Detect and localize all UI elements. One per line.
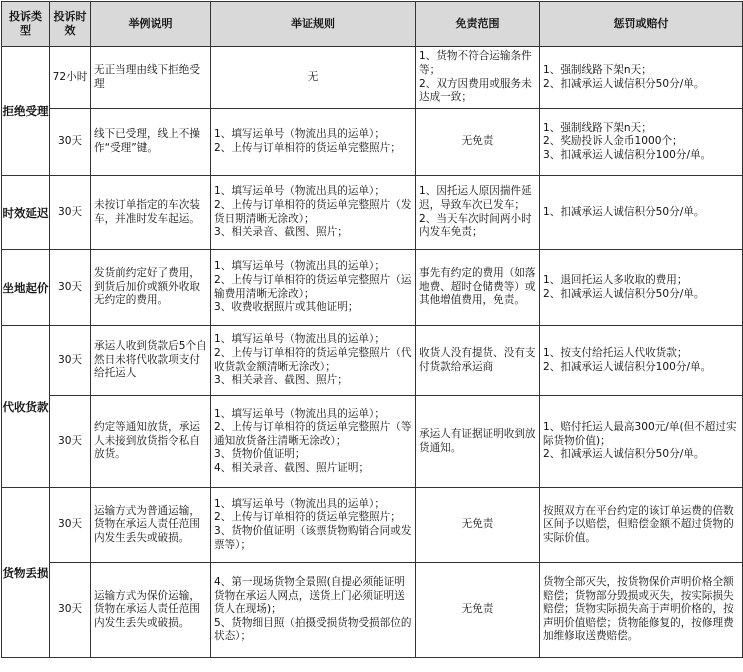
penalty-line: 按照双方在平台约定的该订单运费的倍数区间予以赔偿，但赔偿金额不超过货物的实际价值。 [543,504,734,544]
penalty-cell [540,396,743,488]
time-cell: 30天 [50,176,91,250]
evidence-line: 4、相关录音、截图、照片证明； [214,461,370,474]
complaint-rules-table [1,1,743,658]
penalty-line: 1、退回托运人多收取的费用； [543,273,688,286]
evidence-cell [211,488,416,563]
type-refuse: 拒绝受理 [2,47,50,176]
example-cell: 承运人收到货款后5个自然日未将代收款项支付给托运人 [91,326,211,396]
evidence-line: 3、相关录音、截图、照片； [214,374,348,387]
table-row [2,326,743,396]
evidence-cell [211,250,416,326]
evidence-line: 2、上传与订单相符的货运单完整照片（等通知放货备注清晰无涂改）； [214,421,412,447]
penalty-line: 1、强制线路下架n天； [543,121,652,134]
penalty-line: 1、强制线路下架n天； [543,63,652,76]
table-row [2,488,743,563]
evidence-line: 1、填写运单号（物流出具的运单）； [214,185,385,198]
evidence-cell [211,47,416,109]
evidence-line: 3、相关录音、截图、照片； [214,226,348,239]
exemption-line: 承运人有证据证明收到放货通知。 [419,427,536,454]
exemption-cell [416,109,540,176]
time-cell: 72小时 [50,47,91,109]
penalty-cell [540,109,743,176]
evidence-line: 4、第一现场货物全景照(自提必须能证明货物在承运人网点，送货上门必须证明送货人在现场)； [214,576,405,616]
type-price: 坐地起价 [2,250,50,326]
time-cell: 30天 [50,563,91,658]
time-cell: 30天 [50,488,91,563]
evidence-line: 1、填写运单号（物流出具的运单）； [214,260,385,273]
evidence-line: 无 [307,70,319,83]
header-row [2,2,743,47]
evidence-line: 3、收费收据照片或其他证明； [214,301,359,314]
penalty-line: 货物全部灭失，按货物保价声明价格全额赔偿；货物部分毁损或灭失，按实际损失赔偿；货物实际损失高于声明价格的，按声明价值赔偿；货物能修复的，按修理费加维修取送费赔偿。 [543,576,734,643]
table-row [2,396,743,488]
exemption-line: 收货人没有提货、没有支付货款给承运商 [419,346,536,373]
penalty-line: 2、扣减承运人诚信积分100分/单。 [543,360,712,373]
penalty-cell [540,563,743,658]
penalty-line: 2、扣减承运人诚信积分50分/单。 [543,448,705,461]
header-type: 投诉类型 [2,2,50,47]
exemption-line: 无免责 [461,135,494,148]
evidence-line: 3、货物价值证明； [214,448,306,461]
evidence-line: 2、上传与订单相符的货运单完整照片； [214,142,401,154]
time-cell: 30天 [50,396,91,488]
example-cell: 未按订单指定的车次装车，并准时发车起运。 [91,176,211,250]
penalty-line: 2、扣减承运人诚信积分50分/单。 [543,77,705,90]
evidence-cell [211,176,416,250]
exemption-line: 事先有约定的费用（如落地费、超时仓储费等）或其他增值费用，免责。 [419,267,536,307]
exemption-cell [416,488,540,563]
evidence-line: 3、货物价值证明（该票货物购销合同或发票等）； [214,525,412,551]
header-time: 投诉时效 [50,2,91,47]
penalty-line: 2、扣减承运人诚信积分50分/单。 [543,287,705,300]
evidence-line: 1、填写运单号（物流出具的运单）； [214,407,385,420]
evidence-line: 2、上传与订单相符的货运单完整照片（运输费用清晰无涂改）； [214,273,412,300]
exemption-cell [416,563,540,658]
evidence-line: 5、货物细目照（拍摄受损货物受损部位的状态）； [214,616,412,643]
evidence-cell [211,326,416,396]
header-example: 举例说明 [91,2,211,47]
header-evidence: 举证规则 [211,2,416,47]
header-penalty: 惩罚或赔付 [540,2,743,47]
penalty-line: 1、扣减承运人诚信积分50分/单。 [543,205,705,218]
table-row [2,176,743,250]
table-row [2,47,743,109]
exemption-cell [416,250,540,326]
evidence-line: 1、填写运单号（物流出具的运单）； [214,333,385,346]
penalty-cell [540,488,743,563]
exemption-line: 1、因托运人原因揣件延迟，导致车次已发车； [419,185,532,211]
example-cell: 运输方式为普通运输，货物在承运人责任范围内发生丢失或破损。 [91,488,211,563]
example-cell: 约定等通知放货，承运人未接到放货指令私自放货。 [91,396,211,488]
penalty-line: 3、扣减承运人诚信积分100分/单。 [543,148,712,161]
table-row [2,563,743,658]
time-cell: 30天 [50,109,91,176]
penalty-line: 1、赔付托运人最高300元/单(但不超过实际货物价值)； [543,421,737,447]
penalty-cell [540,250,743,326]
example-cell: 线下已受理，线上不操作“受理”键。 [91,109,211,176]
header-exemption: 免责范围 [416,2,540,47]
evidence-cell [211,109,416,176]
exemption-line: 1、货物不符合运输条件等； [419,50,532,76]
penalty-cell [540,47,743,109]
evidence-line: 1、填写运单号（物流出具的运单）； [214,128,385,141]
penalty-cell [540,326,743,396]
type-cod: 代收货款 [2,326,50,488]
type-delay: 时效延迟 [2,176,50,250]
example-cell: 无正当理由线下拒绝受理 [91,47,211,109]
exemption-cell [416,396,540,488]
exemption-line: 2、双方因费用或服务未达成一致； [419,77,532,104]
evidence-line: 2、上传与订单相符的货运单完整照片（代收货款金额清晰无涂改）； [214,346,412,373]
table-row [2,250,743,326]
evidence-line: 2、上传与订单相符的货运单完整照片； [214,511,401,524]
evidence-cell [211,563,416,658]
exemption-cell [416,176,540,250]
evidence-line: 1、填写运单号（物流出具的运单）； [214,497,385,510]
exemption-cell [416,326,540,396]
penalty-cell [540,176,743,250]
evidence-line: 2、上传与订单相符的货运单完整照片（发货日期清晰无涂改）； [214,198,412,225]
penalty-line: 2、奖励投诉人金币1000个； [543,135,683,148]
exemption-line: 2、当天车次时间两小时内发车免责； [419,212,532,239]
example-cell: 发货前约定好了费用，到货后加价或额外收取无约定的费用。 [91,250,211,326]
time-cell: 30天 [50,326,91,396]
exemption-line: 无免责 [461,518,494,531]
table-row [2,109,743,176]
time-cell: 30天 [50,250,91,326]
penalty-line: 1、按支付给托运人代收货款； [543,346,688,359]
evidence-cell [211,396,416,488]
exemption-line: 无免责 [461,603,494,616]
example-cell: 运输方式为保价运输，货物在承运人责任范围内发生丢失或破损。 [91,563,211,658]
type-lost: 货物丢损 [2,488,50,658]
exemption-cell [416,47,540,109]
